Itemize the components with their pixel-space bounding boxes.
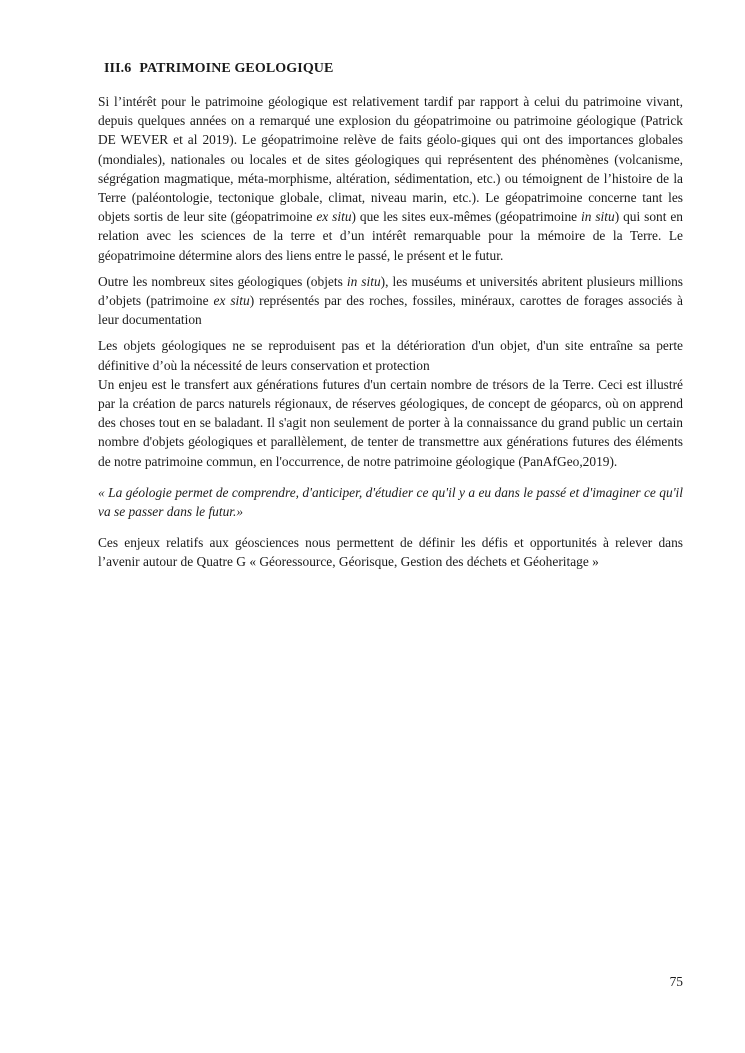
quote: « La géologie permet de comprendre, d'anticiper, d'étudier ce qu'il y a eu dans le passé et d'imaginer ce qu'il va se passer dans le futur.» [98, 484, 683, 520]
section-number: III.6 [104, 61, 132, 76]
section-title: PATRIMOINE GEOLOGIQUE [139, 61, 334, 76]
page-number: 75 [669, 974, 683, 989]
paragraph-museums [98, 272, 683, 330]
paragraph-intro [98, 92, 683, 265]
term-in-situ: in situ [581, 209, 615, 225]
page-body [98, 60, 683, 579]
paragraph-transfer: Un enjeu est le transfert aux générations futures d'un certain nombre de trésors de la Terre. Ceci est illustré par la création de parcs naturels régionaux, de réserves géologiques, de concept de géoparcs, où on apprend des choses tout en se baladant. Il s'agit non seulement de porter à la connaissance du grand public un certain nombre d'objets géologiques et parallèlement, de tenter de transmettre aux générations futures des éléments de notre patrimoine commun, en l'occurrence, de notre patrimoine géologique (PanAfGeo,2019). [98, 376, 683, 469]
paragraph-museums-text-1: Outre les nombreux sites géologiques (objets [98, 273, 347, 289]
paragraph-conservation: Les objets géologiques ne se reproduisent pas et la détérioration d'un objet, d'un site entraîne sa perte définitive d’où la nécessité de leurs conservation et protection [98, 338, 683, 373]
paragraph-intro-text-1: Si l’intérêt pour le patrimoine géologique est relativement tardif par rapport à celui du patrimoine vivant, depuis quelques années on a remarqué une explosion du géopatrimoine ou patrimoine géologique (Patrick DE WEVER et al 2019). Le géopatrimoine relève de faits géolo-giques qui ont des importances globales (mondiales), nationales ou locales et de sites géologiques qui représentent des phénomènes (volcanisme, ségrégation magmatique, méta-morphisme, altération, sédimentation, etc.) ou témoignent de l’histoire de la Terre (paléontologie, tectonique globale, climat, niveau marin, etc.). Le géopatrimoine concerne tant les objets sortis de leur site (géopatrimoine [98, 94, 683, 225]
paragraph-museums-text-3: ) représentés par des roches, fossiles, minéraux, carottes de forages associés à leur documentation [98, 293, 683, 328]
paragraph-intro-text-3: ) qui sont en relation avec les sciences de la terre et d’un intérêt remarquable pour la mémoire de la Terre. Le géopatrimoine détermine alors des liens entre le passé, le présent et le futur. [98, 209, 683, 263]
paragraph-museums-text-2: ), les muséums et universités abritent plusieurs millions d’objets (patrimoine [98, 273, 683, 309]
paragraph-four-g: Ces enjeux relatifs aux géosciences nous permettent de définir les défis et opportunités à relever dans l’avenir autour de Quatre G « Géoressource, Géorisque, Gestion des déchets et Géoheritage » [98, 535, 683, 570]
section-heading [104, 60, 683, 78]
paragraph-intro-text-2: ) que les sites eux-mêmes (géopatrimoine [351, 209, 582, 225]
term-ex-situ-2: ex situ [213, 293, 250, 309]
term-in-situ-2: in situ [346, 273, 381, 289]
term-ex-situ: ex situ [316, 209, 352, 225]
